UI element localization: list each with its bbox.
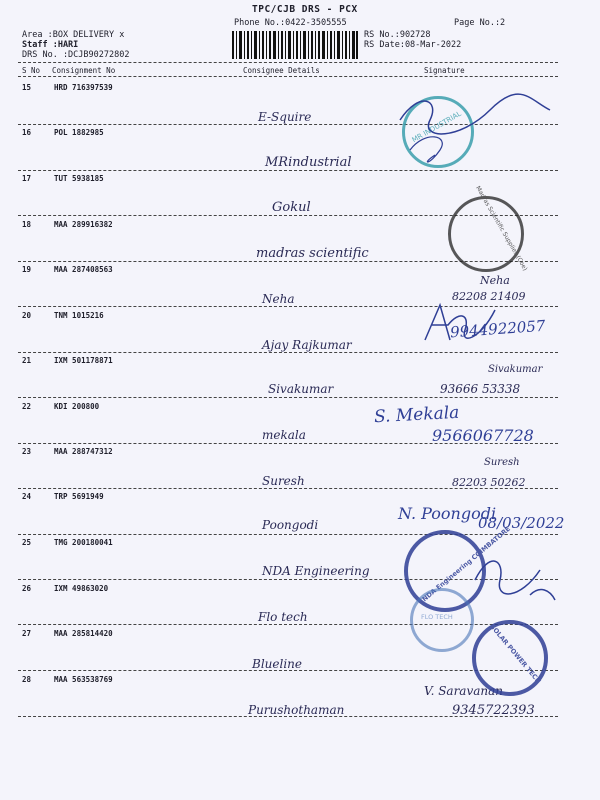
staff-label: Staff :HARI: [22, 40, 79, 50]
row-sno: 16: [22, 128, 32, 137]
row-consignment: KDI 200800: [54, 402, 100, 411]
drs-title: TPC/CJB DRS - PCX: [252, 4, 358, 15]
barcode: [232, 31, 358, 59]
row-consignment: MAA 563538769: [54, 675, 113, 684]
signature-phone: 82208 21409: [452, 290, 526, 303]
signature-name: N. Poongodi: [398, 504, 497, 523]
signature-phone: 93666 53338: [440, 382, 521, 396]
row-consignee: Poongodi: [262, 518, 319, 532]
col-consignment: Consignment No: [52, 66, 116, 75]
phone-number: Phone No.:0422-3505555: [234, 18, 347, 28]
row-consignment: IXM 49863020: [54, 584, 109, 593]
row-sno: 26: [22, 584, 32, 593]
row-consignment: IXM 501178871: [54, 356, 113, 365]
row-divider: [18, 443, 558, 444]
row-divider: [18, 716, 558, 717]
row-divider: [18, 397, 558, 398]
row-consignee: mekala: [262, 428, 306, 442]
page-number: Page No.:2: [454, 18, 506, 28]
stamp-text: SOLAR POWER TECH: [488, 622, 543, 686]
row-consignee: Suresh: [262, 474, 305, 488]
signature-phone: 9566067728: [432, 426, 534, 445]
row-consignment: TRP 5691949: [54, 492, 104, 501]
rs-number: RS No.:902728: [364, 30, 431, 40]
row-consignment: MAA 289916382: [54, 220, 113, 229]
signature-scribble: [470, 540, 560, 610]
row-consignee: MRindustrial: [265, 155, 352, 170]
row-consignment: MAA 285814420: [54, 629, 113, 638]
row-consignment: MAA 288747312: [54, 447, 113, 456]
row-consignment: MAA 287408563: [54, 265, 113, 274]
row-consignment: TMG 200180041: [54, 538, 113, 547]
signature-name: Sivakumar: [488, 364, 543, 375]
row-sno: 15: [22, 83, 32, 92]
row-consignee: Ajay Rajkumar: [262, 338, 352, 352]
signature-date: 08/03/2022: [478, 514, 565, 532]
row-consignee: Blueline: [252, 657, 302, 671]
signature-name: Suresh: [484, 457, 520, 468]
signature-phone: 9944922057: [449, 316, 546, 342]
row-divider: [18, 488, 558, 489]
header-divider-bottom: [18, 76, 558, 77]
stamp-text: Madras Scientific Supplies (Coe): [474, 184, 529, 273]
stamp-text: NDA Engineering COIMBATORE: [420, 524, 512, 604]
row-consignment: HRD 716397539: [54, 83, 113, 92]
stamp-text: FLO TECH: [421, 613, 453, 621]
row-consignee: Purushothaman: [248, 703, 345, 717]
row-divider: [18, 534, 558, 535]
row-consignment: TUT 5938185: [54, 174, 104, 183]
row-sno: 20: [22, 311, 32, 320]
header-divider-top: [18, 62, 558, 63]
row-consignee: Gokul: [272, 200, 311, 215]
signature-scribble: [380, 80, 560, 170]
row-sno: 25: [22, 538, 32, 547]
row-sno: 18: [22, 220, 32, 229]
drs-number: DRS No. :DCJB90272802: [22, 50, 130, 60]
row-sno: 23: [22, 447, 32, 456]
rs-date: RS Date:08-Mar-2022: [364, 40, 462, 50]
area-label: Area :BOX DELIVERY x: [22, 30, 125, 40]
row-consignee: E-Squire: [258, 110, 312, 124]
row-sno: 19: [22, 265, 32, 274]
row-divider: [18, 170, 558, 171]
signature-phone: 9345722393: [452, 703, 535, 718]
signature-name: V. Saravanan: [424, 684, 504, 698]
row-consignment: POL 1882985: [54, 128, 104, 137]
row-sno: 27: [22, 629, 32, 638]
row-sno: 17: [22, 174, 32, 183]
col-consignee: Consignee Details: [243, 66, 320, 75]
stamp-text: MR INDUSTRIAL: [410, 109, 463, 145]
row-consignee: NDA Engineering: [262, 564, 370, 578]
col-sno: S No: [22, 66, 41, 75]
signature-name: Neha: [480, 274, 510, 287]
scientific-stamp: [448, 184, 529, 273]
col-signature: Signature: [424, 66, 465, 75]
row-divider: [18, 352, 558, 353]
row-sno: 24: [22, 492, 32, 501]
flotech-stamp: [410, 588, 474, 652]
row-sno: 28: [22, 675, 32, 684]
row-divider: [18, 624, 558, 625]
row-consignment: TNM 1015216: [54, 311, 104, 320]
solar-power-stamp: [472, 620, 548, 696]
row-consignee: Flo tech: [258, 610, 308, 624]
signature-phone: 82203 50262: [452, 476, 526, 489]
signature-scribble: [420, 300, 500, 350]
row-sno: 21: [22, 356, 32, 365]
row-sno: 22: [22, 402, 32, 411]
signature-name: S. Mekala: [373, 402, 460, 428]
row-consignee: madras scientific: [256, 246, 369, 261]
row-consignee: Sivakumar: [268, 382, 334, 396]
row-consignee: Neha: [262, 292, 295, 306]
